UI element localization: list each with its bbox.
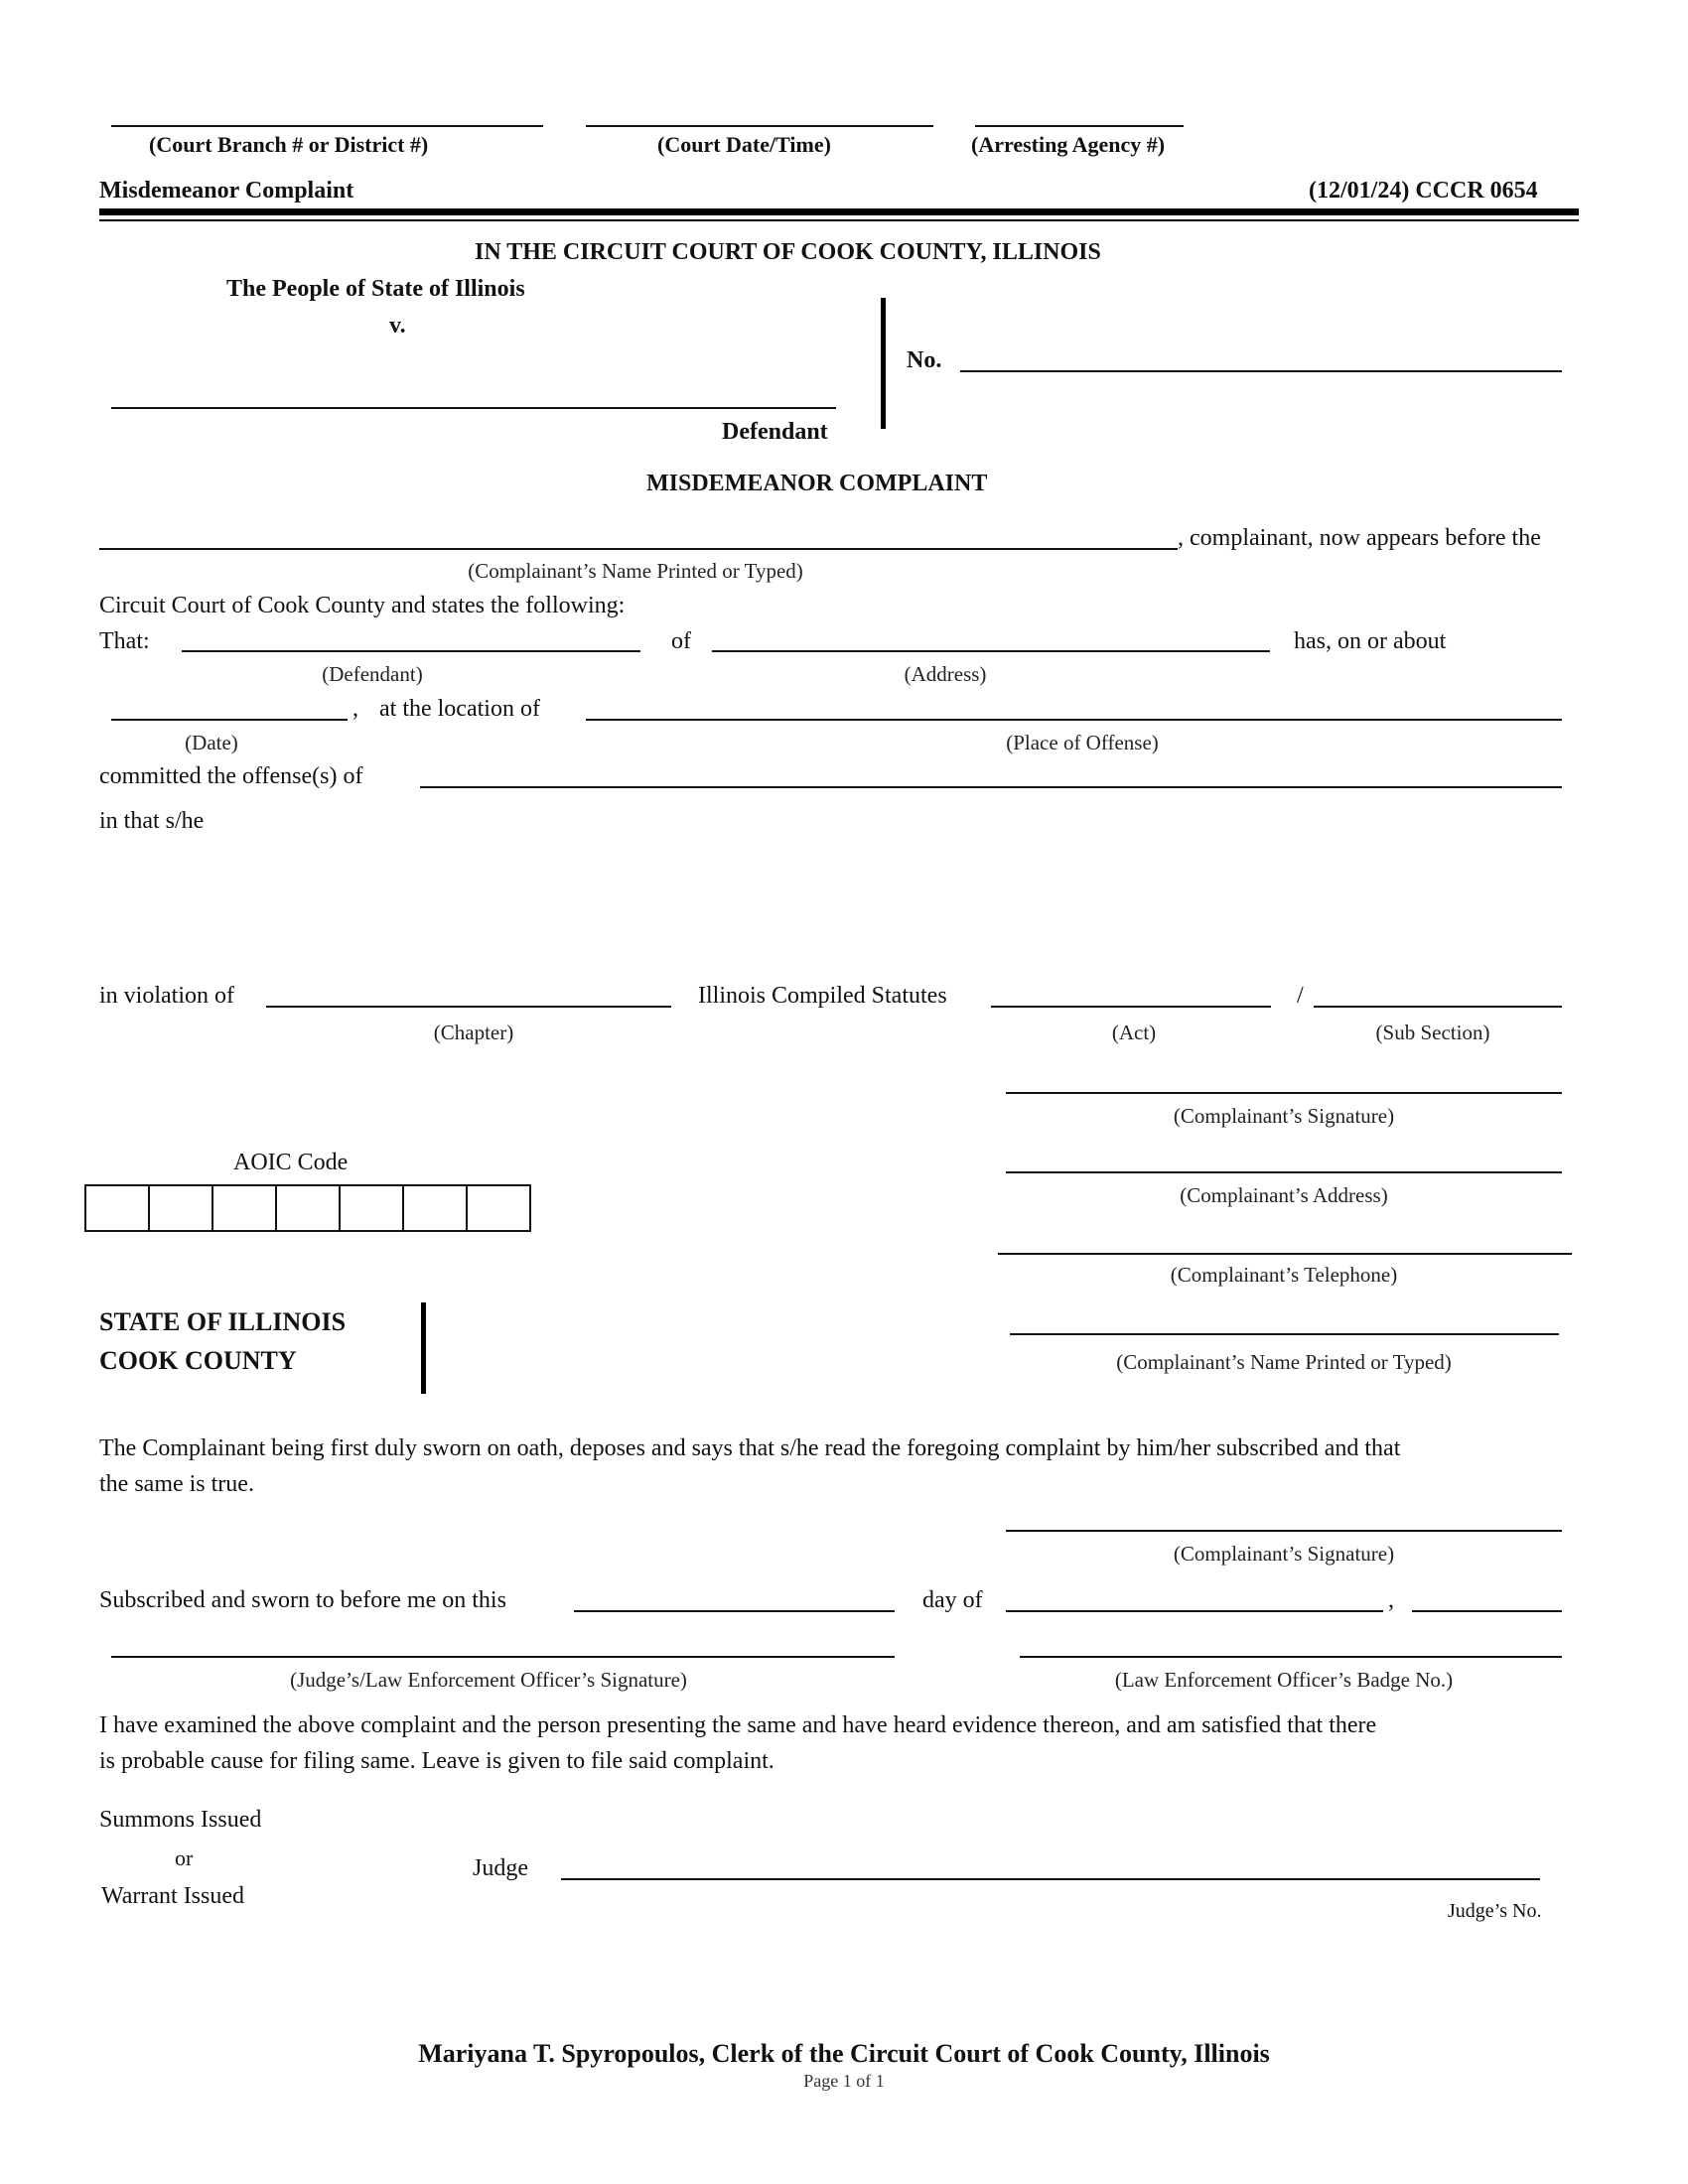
aoic-box[interactable] xyxy=(277,1186,341,1230)
has-on-or-about: has, on or about xyxy=(1294,628,1447,654)
aoic-box[interactable] xyxy=(86,1186,150,1230)
sworn-comma: , xyxy=(1388,1587,1394,1613)
aoic-box[interactable] xyxy=(404,1186,468,1230)
arresting-agency-caption: (Arresting Agency #) xyxy=(971,132,1166,157)
complainant-address-caption: (Complainant’s Address) xyxy=(1180,1183,1388,1207)
committed-label: committed the offense(s) of xyxy=(99,763,363,789)
court-branch-caption: (Court Branch # or District #) xyxy=(149,132,429,157)
act-caption: (Act) xyxy=(1111,1021,1157,1044)
finding-line2: is probable cause for filing same. Leave is given to file said complaint. xyxy=(99,1748,774,1774)
act-line[interactable] xyxy=(991,1006,1271,1008)
issuance-or: or xyxy=(175,1845,194,1870)
offense-line[interactable] xyxy=(420,786,1562,788)
versus: v. xyxy=(389,313,406,339)
footer-clerk: Mariyana T. Spyropoulos, Clerk of the Circuit Court of Cook County, Illinois xyxy=(418,2039,1270,2068)
complainant-suffix: , complainant, now appears before the xyxy=(1178,525,1541,551)
sworn-day-line[interactable] xyxy=(574,1610,895,1612)
sworn-year-line[interactable] xyxy=(1412,1610,1562,1612)
date-comma: , xyxy=(352,696,358,722)
aoic-box[interactable] xyxy=(341,1186,404,1230)
complainant-name-line[interactable] xyxy=(99,548,1178,550)
oath-text-line1: The Complainant being first duly sworn on oath, deposes and says that s/he read the foregoing complaint by him/her subscribed and that xyxy=(99,1435,1401,1461)
complainant-signature-line[interactable] xyxy=(1006,1092,1562,1094)
case-no-line[interactable] xyxy=(960,370,1562,372)
aoic-box[interactable] xyxy=(468,1186,531,1230)
aoic-box[interactable] xyxy=(213,1186,277,1230)
defendant-line[interactable] xyxy=(182,650,640,652)
aoic-code-boxes xyxy=(84,1184,531,1232)
in-that-label: in that s/he xyxy=(99,808,205,834)
date-caption: (Date) xyxy=(185,731,238,754)
complainant-telephone-caption: (Complainant’s Telephone) xyxy=(1170,1263,1398,1287)
aoic-label: AOIC Code xyxy=(233,1150,349,1175)
case-no-label: No. xyxy=(907,347,942,373)
intro-text: Circuit Court of Cook County and states the following: xyxy=(99,593,626,618)
venue-divider xyxy=(421,1302,426,1394)
finding-line1: I have examined the above complaint and the person presenting the same and have heard evidence thereon, and am satisfied that there xyxy=(99,1712,1377,1738)
place-caption: (Place of Offense) xyxy=(1006,731,1159,754)
offense-description-area[interactable] xyxy=(99,839,1562,968)
subsection-line[interactable] xyxy=(1314,1006,1562,1008)
oath-signature-line[interactable] xyxy=(1006,1530,1562,1532)
court-date-line[interactable] xyxy=(586,125,933,127)
defendant-caption: (Defendant) xyxy=(322,662,423,686)
chapter-caption: (Chapter) xyxy=(433,1021,514,1044)
form-title-left: Misdemeanor Complaint xyxy=(99,178,354,204)
judge-officer-caption: (Judge’s/Law Enforcement Officer’s Signature) xyxy=(290,1668,687,1692)
sworn-month-line[interactable] xyxy=(1006,1610,1383,1612)
at-location-label: at the location of xyxy=(379,696,540,722)
header-rule-thin xyxy=(99,219,1579,221)
badge-no-caption: (Law Enforcement Officer’s Badge No.) xyxy=(1114,1668,1454,1692)
subscribed-label: Subscribed and sworn to before me on this xyxy=(99,1587,506,1613)
date-line[interactable] xyxy=(111,719,348,721)
defendant-name-line[interactable] xyxy=(111,407,836,409)
ilcs-label: Illinois Compiled Statutes xyxy=(698,983,947,1009)
warrant-issued: Warrant Issued xyxy=(101,1883,245,1909)
judge-label: Judge xyxy=(473,1855,528,1881)
caption-divider xyxy=(881,298,886,429)
court-branch-line[interactable] xyxy=(111,125,543,127)
judge-no-label: Judge’s No. xyxy=(1448,1900,1542,1922)
header-rule-thick xyxy=(99,208,1579,215)
oath-signature-caption: (Complainant’s Signature) xyxy=(1173,1542,1395,1566)
plaintiff: The People of State of Illinois xyxy=(226,276,525,302)
footer-page: Page 1 of 1 xyxy=(803,2071,885,2091)
venue-county: COOK COUNTY xyxy=(99,1346,297,1375)
aoic-box[interactable] xyxy=(150,1186,213,1230)
violation-label: in violation of xyxy=(99,983,234,1009)
place-line[interactable] xyxy=(586,719,1562,721)
complainant-address-line[interactable] xyxy=(1006,1171,1562,1173)
court-date-caption: (Court Date/Time) xyxy=(657,132,831,157)
oath-text-line2: the same is true. xyxy=(99,1471,254,1497)
chapter-line[interactable] xyxy=(266,1006,671,1008)
that-label: That: xyxy=(99,628,150,654)
slash: / xyxy=(1297,983,1304,1009)
day-of-label: day of xyxy=(922,1587,983,1613)
complainant-signature-caption: (Complainant’s Signature) xyxy=(1173,1104,1395,1128)
form-code: (12/01/24) CCCR 0654 xyxy=(1309,178,1538,204)
address-caption: (Address) xyxy=(904,662,987,686)
summons-issued: Summons Issued xyxy=(99,1807,262,1833)
complainant-name-caption: (Complainant’s Name Printed or Typed) xyxy=(468,559,803,583)
subsection-caption: (Sub Section) xyxy=(1375,1021,1490,1044)
address-line[interactable] xyxy=(712,650,1270,652)
court-name: IN THE CIRCUIT COURT OF COOK COUNTY, ILLINOIS xyxy=(475,239,1101,265)
venue-state: STATE OF ILLINOIS xyxy=(99,1307,347,1336)
complainant-telephone-line[interactable] xyxy=(998,1253,1572,1255)
complainant-printed-name-line[interactable] xyxy=(1010,1333,1559,1335)
judge-signature-line[interactable] xyxy=(561,1878,1540,1880)
defendant-label: Defendant xyxy=(722,419,828,445)
complainant-printed-name-caption: (Complainant’s Name Printed or Typed) xyxy=(1116,1350,1452,1374)
form-title: MISDEMEANOR COMPLAINT xyxy=(646,471,988,496)
judge-officer-signature-line[interactable] xyxy=(111,1656,895,1658)
of-label: of xyxy=(671,628,691,654)
badge-no-line[interactable] xyxy=(1020,1656,1562,1658)
arresting-agency-line[interactable] xyxy=(975,125,1184,127)
